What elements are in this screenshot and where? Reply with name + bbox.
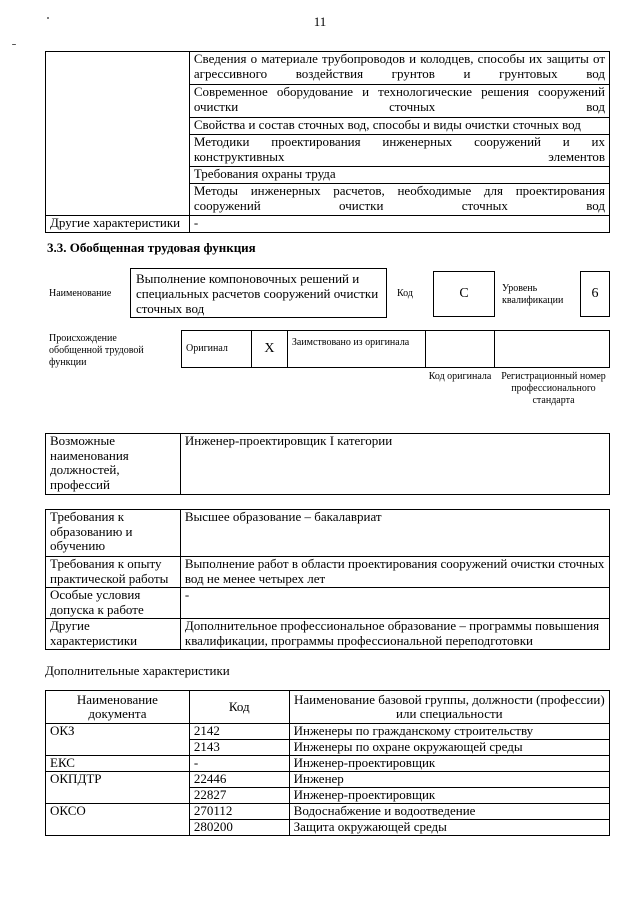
name-cell: Инженеры по охране окружающей среды bbox=[289, 740, 609, 756]
requirement-value: Дополнительное профессиональное образование – программы повышения квалификации, программы профессиональной переподготовки bbox=[180, 619, 609, 650]
requirement-label: Требования к образованию и обучению bbox=[46, 510, 181, 557]
level-label: Уровень квалификации bbox=[502, 283, 564, 306]
requirement-label: Требования к опыту практической работы bbox=[46, 557, 181, 588]
code-caption: Код оригинала bbox=[428, 371, 492, 382]
code-cell: 2143 bbox=[189, 740, 289, 756]
requirement-value: Выполнение работ в области проектирования сооружений очистки сточных вод не менее четырех лет bbox=[180, 557, 609, 588]
additional-title: Дополнительные характеристики bbox=[45, 663, 230, 678]
knowledge-table bbox=[45, 51, 610, 233]
other-characteristics-label: Другие характеристики bbox=[46, 216, 190, 233]
registration-number-cell bbox=[495, 331, 610, 368]
knowledge-item: Методы инженерных расчетов, необходимые для проектирования сооружений очистки сточных вод bbox=[189, 184, 609, 216]
code-cell: 2142 bbox=[189, 724, 289, 740]
header-document: Наименование документа bbox=[46, 691, 190, 724]
level-value: 6 bbox=[591, 286, 599, 301]
origin-table bbox=[181, 330, 610, 368]
origin-label: Происхождение обобщенной трудовой функции bbox=[49, 333, 144, 368]
requirement-value: Высшее образование – бакалавриат bbox=[180, 510, 609, 557]
code-cell: - bbox=[189, 756, 289, 772]
name-cell: Водоснабжение и водоотведение bbox=[289, 804, 609, 820]
requirement-value: - bbox=[180, 588, 609, 619]
doc-cell: ЕКС bbox=[46, 756, 190, 772]
page-number: 11 bbox=[313, 14, 327, 29]
knowledge-item: Сведения о материале трубопроводов и колодцев, способы их защиты от агрессивного воздействия грунтов и грунтовых вод bbox=[189, 52, 609, 85]
function-name: Выполнение компоновочных решений и специальных расчетов сооружений очистки сточных вод bbox=[136, 271, 379, 316]
level-box bbox=[580, 271, 610, 317]
doc-cell: ОКЗ bbox=[46, 724, 190, 756]
name-cell: Инженер-проектировщик bbox=[289, 788, 609, 804]
knowledge-item: Требования охраны труда bbox=[189, 167, 609, 184]
doc-cell: ОКПДТР bbox=[46, 772, 190, 804]
scan-speck bbox=[47, 17, 49, 19]
original-code-cell bbox=[425, 331, 495, 368]
requirement-label: Другие характеристики bbox=[46, 619, 181, 650]
requirements-table bbox=[45, 509, 610, 650]
section-heading: 3.3. Обобщенная трудовая функция bbox=[47, 240, 256, 255]
original-label: Оригинал bbox=[182, 331, 252, 368]
reg-caption: Регистрационный номер профессионального стандарта bbox=[501, 371, 606, 406]
positions-value: Инженер-проектировщик I категории bbox=[180, 434, 609, 495]
original-mark: X bbox=[251, 331, 287, 368]
other-characteristics-value: - bbox=[189, 216, 609, 233]
name-label: Наименование bbox=[49, 288, 112, 299]
code-cell: 270112 bbox=[189, 804, 289, 820]
function-code-box bbox=[433, 271, 495, 317]
name-cell: Защита окружающей среды bbox=[289, 820, 609, 836]
scan-speck bbox=[12, 44, 16, 45]
code-cell: 280200 bbox=[189, 820, 289, 836]
knowledge-item: Современное оборудование и технологические решения сооружений очистки сточных вод bbox=[189, 85, 609, 118]
doc-cell: ОКСО bbox=[46, 804, 190, 836]
knowledge-item: Свойства и состав сточных вод, способы и виды очистки сточных вод bbox=[189, 118, 609, 135]
code-cell: 22446 bbox=[189, 772, 289, 788]
knowledge-item: Методики проектирования инженерных сооружений и их конструктивных элементов bbox=[189, 135, 609, 167]
function-name-box bbox=[130, 268, 387, 318]
requirement-label: Особые условия допуска к работе bbox=[46, 588, 181, 619]
borrowed-label: Заимствовано из оригинала bbox=[287, 331, 425, 368]
function-code: C bbox=[459, 286, 469, 301]
positions-table bbox=[45, 433, 610, 495]
additional-table bbox=[45, 690, 610, 836]
positions-label: Возможные наименования должностей, профессий bbox=[46, 434, 181, 495]
code-label: Код bbox=[397, 288, 413, 299]
name-cell: Инженеры по гражданскому строительству bbox=[289, 724, 609, 740]
code-cell: 22827 bbox=[189, 788, 289, 804]
name-cell: Инженер bbox=[289, 772, 609, 788]
header-code: Код bbox=[189, 691, 289, 724]
name-cell: Инженер-проектировщик bbox=[289, 756, 609, 772]
knowledge-label-cell bbox=[46, 52, 190, 216]
header-name: Наименование базовой группы, должности (профессии) или специальности bbox=[289, 691, 609, 724]
